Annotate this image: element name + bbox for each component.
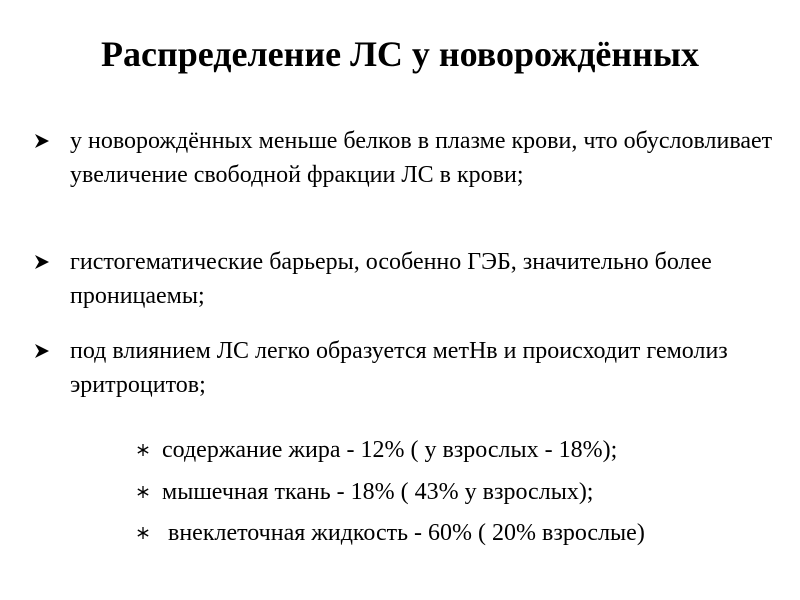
bullet-text: под влиянием ЛС легко образуется метНв и происходит гемолиз эритроцитов; [70,338,728,398]
arrowhead-bullet-icon [34,245,54,279]
asterisk-bullet-icon [136,485,150,499]
arrowhead-bullet-icon [34,334,54,368]
sub-bullet-text: мышечная ткань - 18% ( 43% у взрослых); [162,479,594,505]
bullet-item [34,334,796,402]
slide-title: Распределение ЛС у новорождённых [101,34,699,74]
arrowhead-bullet-icon [34,124,54,158]
bullet-text: у новорождённых меньше белков в плазме крови, что обусловливает увеличение свободной фракции ЛС в крови; [70,128,773,188]
sub-bullet-text: внеклеточная жидкость - 60% ( 20% взрослые) [168,520,645,546]
asterisk-bullet-icon [136,526,150,540]
bullet-text: гистогематические барьеры, особенно ГЭБ, значительно более проницаемы; [70,249,712,309]
asterisk-bullet-icon [136,443,150,457]
bullet-item [34,124,796,192]
bullet-item [34,245,796,313]
sub-bullet-text: содержание жира - 12% ( у взрослых - 18%); [162,437,618,463]
